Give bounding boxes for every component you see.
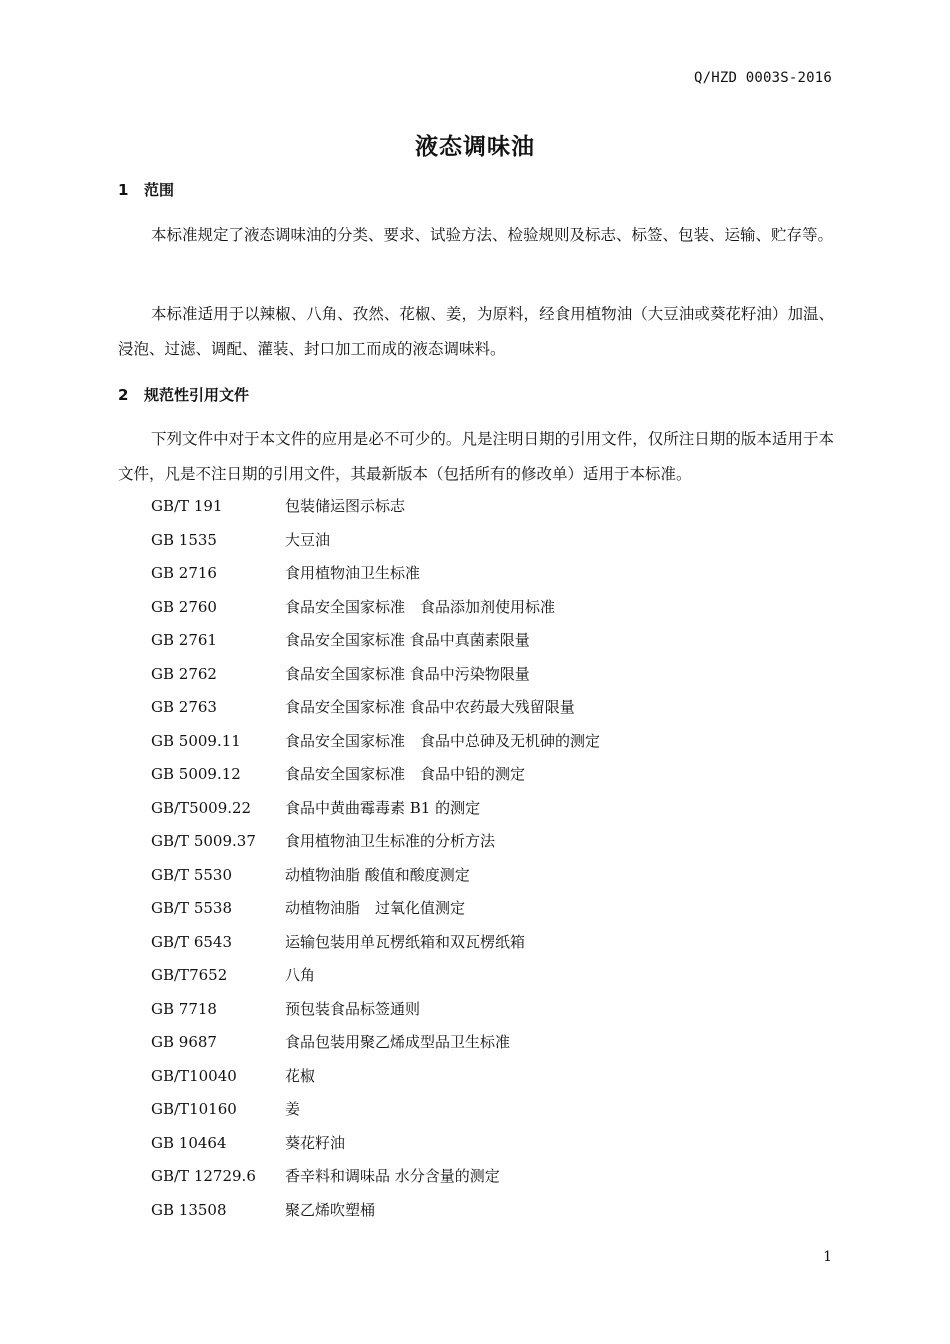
reference-item — [151, 557, 600, 591]
reference-item — [151, 859, 600, 893]
reference-code: GB 5009.12 — [151, 765, 241, 783]
reference-name: 大豆油 — [285, 530, 331, 549]
reference-code: GB 9687 — [151, 1033, 217, 1051]
reference-code: GB 2760 — [151, 597, 217, 616]
reference-name: 运输包装用单瓦楞纸箱和双瓦楞纸箱 — [285, 932, 526, 951]
reference-item — [151, 490, 600, 524]
reference-code: GB/T 5009.37 — [151, 832, 256, 850]
reference-item — [151, 1060, 600, 1094]
reference-item — [151, 591, 600, 625]
reference-item — [151, 524, 600, 558]
reference-code: GB/T 191 — [151, 497, 223, 515]
reference-code: GB/T 6543 — [151, 932, 233, 951]
reference-item — [151, 1093, 600, 1127]
section-number: 2 — [118, 386, 129, 404]
reference-code: GB 7718 — [151, 999, 217, 1018]
reference-item — [151, 1160, 600, 1194]
reference-name: 预包装食品标签通则 — [285, 999, 421, 1018]
reference-name: 食品包装用聚乙烯成型品卫生标准 — [285, 1033, 511, 1051]
reference-item — [151, 691, 600, 725]
reference-item — [151, 1194, 600, 1228]
reference-item — [151, 624, 600, 658]
reference-name: 聚乙烯吹塑桶 — [285, 1200, 376, 1219]
scope-paragraph-1: 本标准规定了液态调味油的分类、要求、试验方法、检验规则及标志、标签、包装、运输、贮存等。 — [151, 226, 834, 244]
reference-code: GB/T 5538 — [151, 899, 233, 917]
reference-code: GB/T7652 — [151, 966, 228, 984]
references-intro-paragraph: 下列文件中对于本文件的应用是必不可少的。凡是注明日期的引用文件，仅所注日期的版本适用于本文件，凡是不注日期的引用文件，其最新版本（包括所有的修改单）适用于本标准。 — [118, 430, 834, 483]
reference-name: 动植物油脂 酸值和酸度测定 — [285, 865, 470, 884]
reference-item — [151, 1127, 600, 1161]
reference-code: GB 2762 — [151, 664, 217, 683]
reference-code: GB/T 5530 — [151, 865, 233, 884]
scope-paragraph-2: 本标准适用于以辣椒、八角、孜然、花椒、姜，为原料，经食用植物油（大豆油或葵花籽油）加温、浸泡、过滤、调配、灌装、封口加工而成的液态调味料。 — [118, 305, 834, 358]
reference-item — [151, 926, 600, 960]
section-number: 1 — [118, 181, 129, 199]
reference-code: GB 5009.11 — [151, 731, 241, 750]
reference-name: 葵花籽油 — [285, 1133, 346, 1152]
reference-item — [151, 959, 600, 993]
reference-name: 食用植物油卫生标准的分析方法 — [285, 832, 496, 850]
reference-name: 食品安全国家标准 食品中铅的测定 — [285, 765, 526, 783]
reference-code: GB/T10040 — [151, 1066, 237, 1085]
reference-code: GB 1535 — [151, 530, 217, 549]
page-number: 1 — [823, 1249, 832, 1265]
reference-name: 动植物油脂 过氧化值测定 — [285, 899, 466, 917]
reference-code: GB 13508 — [151, 1200, 227, 1219]
reference-item — [151, 892, 600, 926]
reference-item — [151, 792, 600, 826]
section-2-heading — [118, 384, 249, 405]
standard-code: Q/HZD 0003S-2016 — [693, 70, 832, 86]
reference-code: GB 10464 — [151, 1133, 227, 1152]
reference-name: 食品中黄曲霉毒素 B1 的测定 — [285, 798, 481, 817]
section-title: 规范性引用文件 — [144, 386, 250, 404]
document-title: 液态调味油 — [415, 134, 535, 160]
reference-name: 食品安全国家标准 食品中真菌素限量 — [285, 631, 530, 649]
reference-code: GB 2761 — [151, 631, 217, 649]
normative-references-list — [151, 490, 600, 1227]
reference-code: GB/T 12729.6 — [151, 1167, 256, 1185]
section-title: 范围 — [144, 181, 175, 199]
reference-item — [151, 725, 600, 759]
reference-name: 姜 — [285, 1100, 301, 1118]
reference-name: 食品安全国家标准 食品中农药最大残留限量 — [285, 698, 575, 716]
reference-name: 花椒 — [285, 1066, 316, 1085]
reference-name: 食品安全国家标准 食品中污染物限量 — [285, 664, 530, 683]
reference-name: 香辛料和调味品 水分含量的测定 — [285, 1167, 500, 1185]
reference-item — [151, 658, 600, 692]
reference-item — [151, 993, 600, 1027]
reference-code: GB/T10160 — [151, 1100, 237, 1118]
reference-name: 食用植物油卫生标准 — [285, 564, 421, 582]
reference-code: GB 2763 — [151, 698, 217, 716]
reference-code: GB 2716 — [151, 564, 217, 582]
reference-name: 八角 — [285, 966, 316, 984]
reference-item — [151, 825, 600, 859]
reference-code: GB/T5009.22 — [151, 798, 252, 817]
reference-name: 食品安全国家标准 食品添加剂使用标准 — [285, 597, 556, 616]
reference-item — [151, 758, 600, 792]
reference-name: 包装储运图示标志 — [285, 497, 406, 515]
reference-name: 食品安全国家标准 食品中总砷及无机砷的测定 — [285, 731, 601, 750]
reference-item — [151, 1026, 600, 1060]
section-1-heading — [118, 179, 174, 200]
